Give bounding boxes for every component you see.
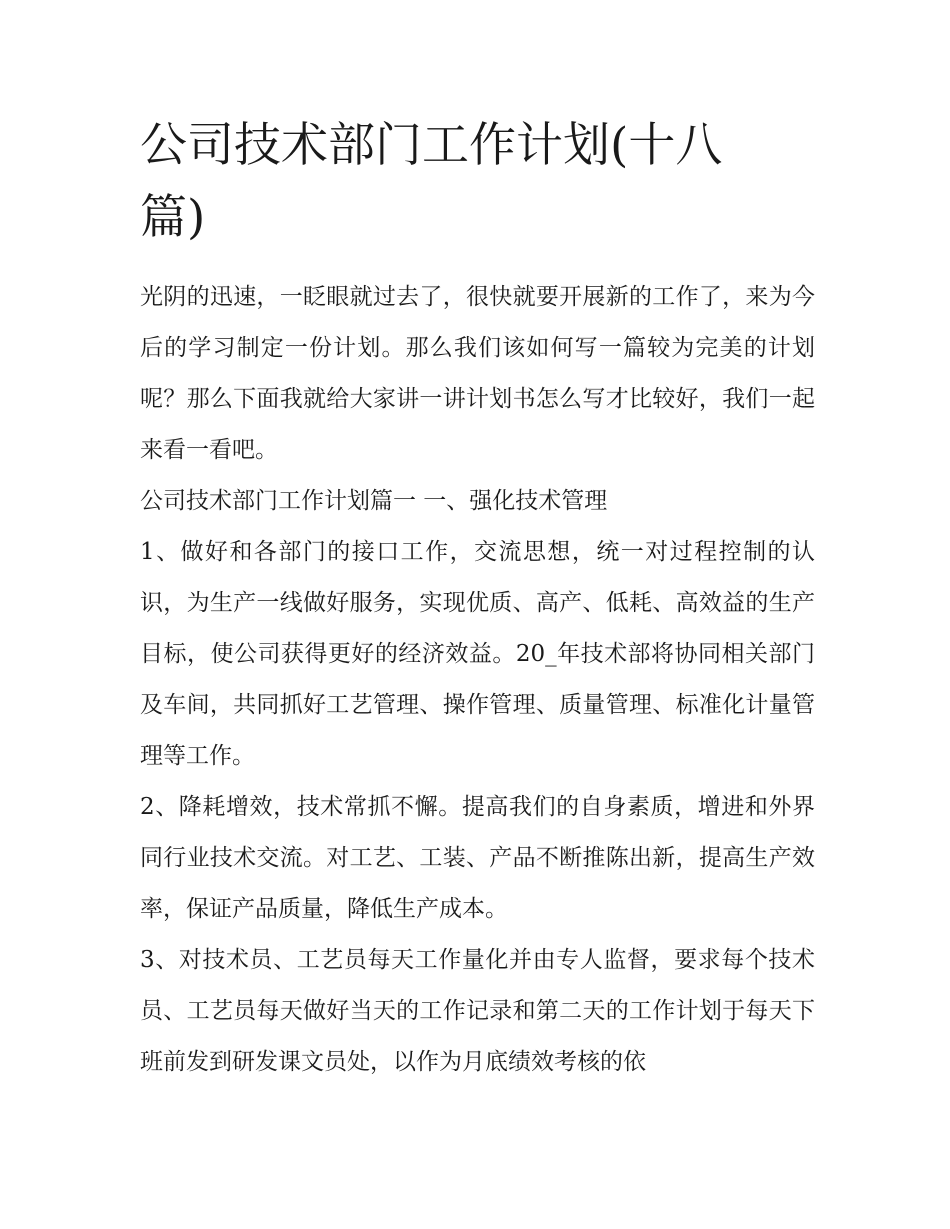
- document-page: [140, 110, 815, 1088]
- document-title: 公司技术部门工作计划(十八篇): [140, 118, 723, 245]
- list-item-3: 3、对技术员、工艺员每天工作量化并由专人监督，要求每个技术员、工艺员每天做好当天的工作记录和第二天的工作计划于每天下班前发到研发课文员处，以作为月底绩效考核的依: [140, 947, 815, 1075]
- intro-paragraph: 光阴的迅速，一眨眼就过去了，很快就要开展新的工作了，来为今后的学习制定一份计划。那么我们该如何写一篇较为完美的计划呢？那么下面我就给大家讲一讲计划书怎么写才比较好，我们一起来看一看吧。: [140, 284, 815, 463]
- section-heading: 公司技术部门工作计划篇一 一、强化技术管理: [140, 488, 608, 514]
- list-item-1: 1、做好和各部门的接口工作，交流思想，统一对过程控制的认识，为生产一线做好服务，实现优质、高产、低耗、高效益的生产目标，使公司获得更好的经济效益。20_年技术部将协同相关部门及车间，共同抓好工艺管理、操作管理、质量管理、标准化计量管理等工作。: [140, 539, 815, 769]
- list-item-2: 2、降耗增效，技术常抓不懈。提高我们的自身素质，增进和外界同行业技术交流。对工艺、工装、产品不断推陈出新，提高生产效率，保证产品质量，降低生产成本。: [140, 794, 815, 922]
